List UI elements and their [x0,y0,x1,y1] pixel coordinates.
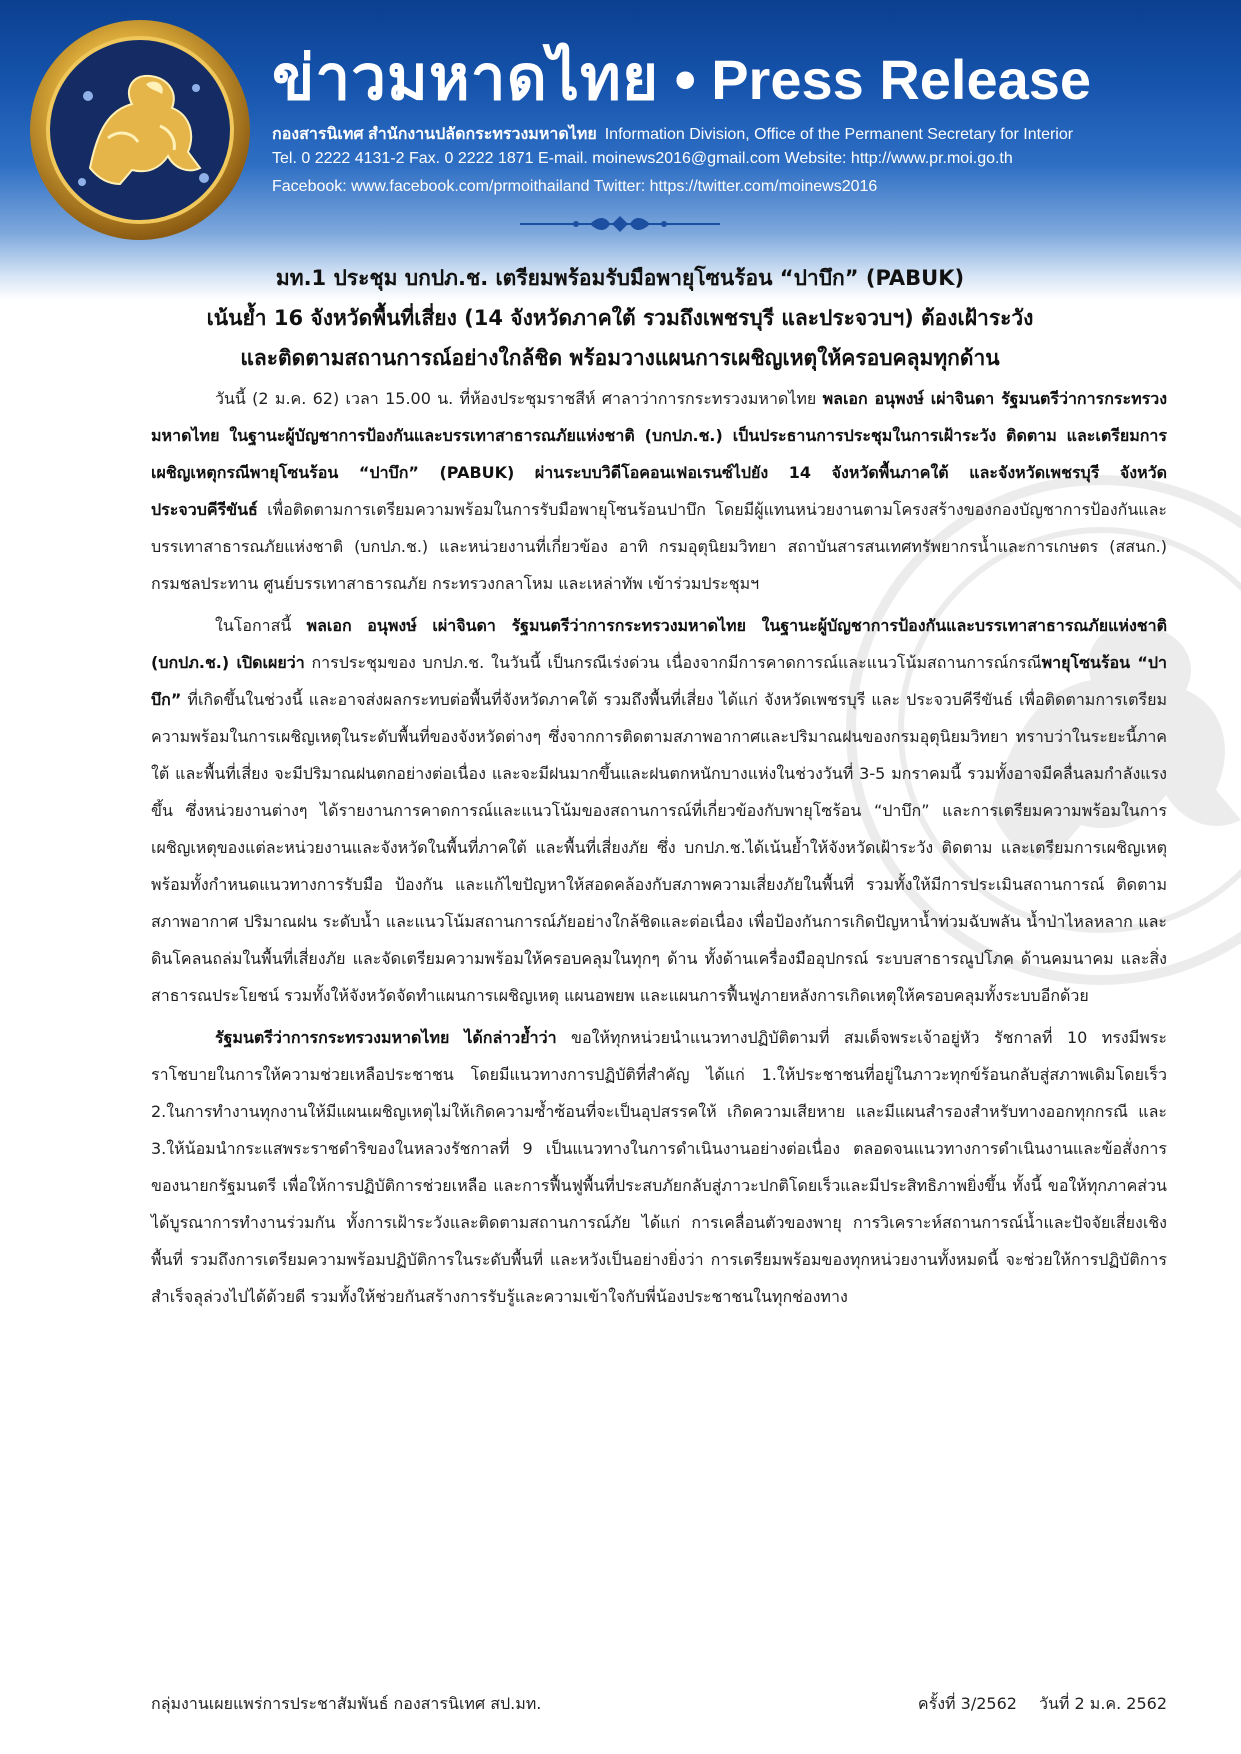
headline-line-2: เน้นย้ำ 16 จังหวัดพื้นที่เสี่ยง (14 จังหวัดภาคใต้ รวมถึงเพชรบุรี และประจวบฯ) ต้องเฝ้าระวัง [206,306,1034,330]
p2-storm-name: พายุโซนร้อน “ปาบึก” [151,653,1168,709]
p2-intro: ในโอกาสนี้ [215,616,307,635]
masthead-bullet: • [669,53,702,111]
p2-bold: พลเอก อนุพงษ์ เผ่าจินดา รัฐมนตรีว่าการกระทรวงมหาดไทย ในฐานะผู้บัญชาการป้องกันและบรรเทาสาธารณภัยแห่งชาติ (บกปภ.ช.) เปิดเผยว่า [151,616,1167,672]
p1-rest: เพื่อติดตามการเตรียมความพร้อมในการรับมือพายุโซนร้อนปาบึก โดยมีผู้แทนหน่วยงานตามโครงสร้างของกองบัญชาการป้องกันและบรรเทาสาธารณภัยแห่งชาติ (บกปภ.ช.) และหน่วยงานที่เกี่ยวข้อง อาทิ กรมอุตุนิยมวิทยา สถาบันสารสนเทศทรัพยากรน้ำและการเกษตร (สสนก.) กรมชลประทาน ศูนย์บรรเทาสาธารณภัย กระทรวงกลาโหม และเหล่าทัพ เข้าร่วมประชุมฯ [151,500,1167,593]
masthead-contact: Tel. 0 2222 4131-2 Fax. 0 2222 1871 E-mail. moinews2016@gmail.com Website: http://www.pr.moi.go.th [272,150,1013,167]
p3-bold: รัฐมนตรีว่าการกระทรวงมหาดไทย ได้กล่าวย้ำว่า [215,1028,557,1047]
paragraph-1 [151,380,1167,602]
footer-issue-date [896,1692,1167,1717]
p2-rest: ที่เกิดขึ้นในช่วงนี้ และอาจส่งผลกระทบต่อพื้นที่จังหวัดภาคใต้ รวมถึงพื้นที่เสี่ยง ได้แก่ จังหวัดเพชรบุรี และ ประจวบคีรีขันธ์ เพื่อติดตามการเตรียมความพร้อมในการเผชิญเหตุในระดับพื้นที่ของจังหวัดต่างๆ ซึ่งจากการติดตามสภาพอากาศและปริมาณฝนของกรมอุตุนิยมวิทยา ทราบว่าในระยะนี้ภาคใต้ และพื้นที่เสี่ยง จะมีปริมาณฝนตกอย่างต่อเนื่อง และจะมีฝนมากขึ้นและฝนตกหนักบางแห่งในช่วงวันที่ 3-5 มกราคมนี้ รวมทั้งอาจมีคลื่นลมกำลังแรงขึ้น ซึ่งหน่วยงานต่างๆ ได้รายงานการคาดการณ์และแนวโน้มของสถานการณ์ที่เกี่ยวข้องกับพายุโซร้อน “ปาบึก” และการเตรียมความพร้อมในการเผชิญเหตุของแต่ละหน่วยงานและจังหวัดในพื้นที่ภาคใต้ และพื้นที่เสี่ยงภัย ซึ่ง บกปภ.ช.ได้เน้นย้ำให้จังหวัดเฝ้าระวัง ติดตาม และเตรียมการเผชิญเหตุพร้อมทั้งกำหนดแนวทางการรับมือ ป้องกัน และแก้ไขปัญหาให้สอดคล้องกับสภาพความเสี่ยงภัยในพื้นที่ รวมทั้งให้มีการประเมินสถานการณ์ ติดตามสภาพอากาศ ปริมาณฝน ระดับน้ำ และแนวโน้มสถานการณ์ภัยอย่างใกล้ชิดและต่อเนื่อง เพื่อป้องกันการเกิดปัญหาน้ำท่วมฉับพลัน น้ำป่าไหลหลาก และดินโคลนถล่มในพื้นที่เสี่ยงภัย และจัดเตรียมความพร้อมให้ครอบคลุมในทุกๆ ด้าน ทั้งด้านเครื่องมืออุปกรณ์ ระบบสาธารณูปโภค ด้านคมนาคม และสิ่งสาธารณประโยชน์ รวมทั้งให้จังหวัดจัดทำแผนการเผชิญเหตุ แผนอพยพ และแผนการฟื้นฟูภายหลังการเกิดเหตุให้ครอบคลุมทั้งระบบอีกด้วย [151,690,1167,1005]
footer-unit: กลุ่มงานเผยแพร่การประชาสัมพันธ์ กองสารนิเทศ สป.มท. [151,1694,542,1713]
org-name-en: Information Division, Office of the Permanent Secretary for Interior [604,126,1074,143]
headline-line-1: มท.1 ประชุม บกปภ.ช. เตรียมพร้อมรับมือพายุโซนร้อน “ปาบึก” (PABUK) [275,266,965,290]
headline-line-3: และติดตามสถานการณ์อย่างใกล้ชิด พร้อมวางแผนการเผชิญเหตุให้ครอบคลุมทุกด้าน [240,346,1000,370]
paragraph-3 [151,1019,1167,1315]
article-body [151,380,1167,1320]
footer-issue: ครั้งที่ 3/2562 [917,1694,1017,1713]
footer-date: วันที่ 2 ม.ค. 2562 [1038,1694,1167,1713]
footer [151,1692,1167,1722]
masthead-title [272,38,1091,118]
org-name-th: กองสารนิเทศ สำนักงานปลัดกระทรวงมหาดไทย [272,126,597,143]
masthead-social: Facebook: www.facebook.com/prmoithailand Twitter: https://twitter.com/moinews2016 [272,178,878,195]
golden-lion-seal-icon [28,18,252,242]
masthead-title-en: Press Release [711,48,1092,111]
masthead-organization [272,122,1073,147]
paragraph-2 [151,607,1167,1014]
laurel-ornament-icon [520,212,720,236]
masthead-title-th: ข่าวมหาดไทย [272,41,660,114]
p1-bold: พลเอก อนุพงษ์ เผ่าจินดา รัฐมนตรีว่าการกระทรวงมหาดไทย ในฐานะผู้บัญชาการป้องกันและบรรเทาสาธารณภัยแห่งชาติ (บกปภ.ช.) เป็นประธานการประชุมในการเฝ้าระวัง ติดตาม และเตรียมการเผชิญเหตุกรณีพายุโซนร้อน “ปาบึก” (PABUK) ผ่านระบบวิดีโอคอนเฟอเรนซ์ไปยัง 14 จังหวัดพื้นภาคใต้ และจังหวัดเพชรบุรี จังหวัดประจวบคีรีขันธ์ [151,389,1168,519]
p2-mid: การประชุมของ บกปภ.ช. ในวันนี้ เป็นกรณีเร่งด่วน เนื่องจากมีการคาดการณ์และแนวโน้มสถานการณ์กรณี [304,653,1042,672]
p1-intro: วันนี้ (2 ม.ค. 62) เวลา 15.00 น. ที่ห้องประชุมราชสีห์ ศาลาว่าการกระทรวงมหาดไทย [215,389,823,408]
p3-rest: ขอให้ทุกหน่วยนำแนวทางปฏิบัติตามที่ สมเด็จพระเจ้าอยู่หัว รัชกาลที่ 10 ทรงมีพระราโชบายในการให้ความช่วยเหลือประชาชน โดยมีแนวทางการปฏิบัติที่สำคัญ ได้แก่ 1.ให้ประชาชนที่อยู่ในภาวะทุกข์ร้อนกลับสู่สภาพเดิมโดยเร็ว 2.ในการทำงานทุกงานให้มีแผนเผชิญเหตุไม่ให้เกิดความซ้ำซ้อนที่จะเป็นอุปสรรคให้ เกิดความเสียหาย และมีแผนสำรองสำหรับทางออกทุกกรณี และ 3.ให้น้อมนำกระแสพระราชดำริของในหลวงรัชกาลที่ 9 เป็นแนวทางในการดำเนินงานอย่างต่อเนื่อง ตลอดจนแนวทางการดำเนินงานและข้อสั่งการของนายกรัฐมนตรี เพื่อให้การปฏิบัติการช่วยเหลือ และการฟื้นฟูพื้นที่ประสบภัยกลับสู่ภาวะปกติโดยเร็วและมีประสิทธิภาพยิ่งขึ้น ทั้งนี้ ขอให้ทุกภาคส่วนได้บูรณาการทำงานร่วมกัน ทั้งการเฝ้าระวังและติดตามสถานการณ์ภัย ได้แก่ การเคลื่อนตัวของพายุ การวิเคราะห์สถานการณ์น้ำและปัจจัยเสี่ยงเชิงพื้นที่ รวมถึงการเตรียมความพร้อมปฏิบัติการในระดับพื้นที่ และหวังเป็นอย่างยิ่งว่า การเตรียมพร้อมของทุกหน่วยงานทั้งหมดนี้ จะช่วยให้การปฏิบัติการสำเร็จลุล่วงไปได้ด้วยดี รวมทั้งให้ช่วยกันสร้างการรับรู้และความเข้าใจกับพี่น้องประชาชนในทุกช่องทาง [151,1028,1167,1306]
headline [100,258,1140,378]
